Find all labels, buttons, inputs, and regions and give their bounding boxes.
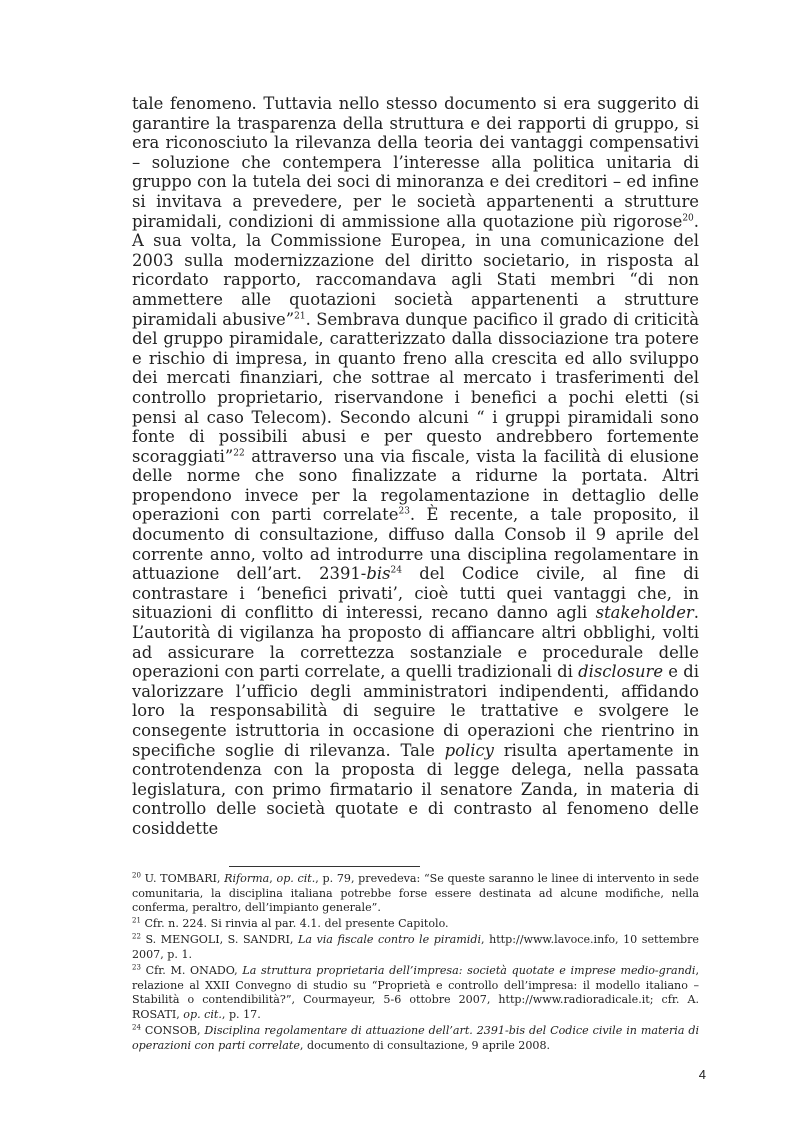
footnote-text: S. MENGOLI, S. SANDRI, bbox=[140, 933, 298, 947]
footnote-text: , http://www.lavoce.info, 10 settembre 2007, p. 1. bbox=[132, 933, 699, 961]
footnote-text: , p. 79, prevedeva: “Se queste saranno le linee di intervento in sede comunitaria, la disciplina italiana potrebbe forse essere destinata ad alcune modifiche, nella conferma, peraltro, dell’impianto generale”. bbox=[132, 872, 699, 915]
footnote-20 bbox=[132, 872, 699, 916]
italic-term: disclosure bbox=[578, 662, 664, 682]
footnote-text: U. TOMBARI, bbox=[140, 872, 225, 885]
footnote-separator bbox=[229, 866, 420, 867]
italic-term: policy bbox=[444, 740, 494, 760]
footnote-text: Cfr. n. 224. Si rinvia al par. 4.1. del presente Capitolo. bbox=[140, 917, 449, 931]
footnote-ref-21[interactable]: 21 bbox=[294, 311, 306, 322]
body-text: tale fenomeno. Tuttavia nello stesso documento si era suggerito di garantire la trasparenza della struttura e dei rapporti di gruppo, si era riconosciuto la rilevanza della teoria dei vantaggi compensativi – soluzione che contempera l’interesse alla politica unitaria di gruppo con la tutela dei soci di minoranza e dei creditori – ed infine si invitava a prevedere, per le società appartenenti a strutture piramidali, condizioni di ammissione alla quotazione più rigorose bbox=[132, 94, 699, 231]
footnote-text: , p. 17. bbox=[221, 1007, 261, 1021]
footnote-ref-22[interactable]: 22 bbox=[233, 448, 245, 459]
footnote-ref-24[interactable]: 24 bbox=[390, 565, 402, 576]
footnote-23 bbox=[132, 964, 699, 1022]
footnote-italic: op. cit. bbox=[276, 872, 316, 885]
body-text: risulta apertamente in controtendenza con la proposta di legge delega, nella passata legislatura, con primo firmatario il senatore Zanda, in materia di controllo delle società quotate e di contrasto al fenomeno delle cosiddette bbox=[132, 740, 699, 838]
body-paragraph bbox=[132, 94, 699, 839]
footnote-22 bbox=[132, 933, 699, 962]
footnote-italic: Riforma bbox=[224, 872, 270, 885]
footnote-italic: op. cit. bbox=[183, 1007, 222, 1021]
body-text: del Codice civile, al fine di contrastare i ‘benefici privati’, cioè tutti quei vantaggi che, in situazioni di conflitto di interessi, recano danno agli bbox=[132, 564, 699, 623]
footnote-number: 21 bbox=[132, 916, 141, 925]
main-text bbox=[132, 94, 699, 839]
footnote-24 bbox=[132, 1024, 699, 1053]
footnote-text: , relazione al XXII Convegno di studio su “Proprietà e controllo dell’impresa: il modello italiano – Stabilità o contendibilità?”, Courmayeur, 5-6 ottobre 2007, http://www.radioradicale.it; cfr. A. ROSATI, bbox=[132, 964, 699, 1021]
italic-term: bis bbox=[366, 564, 391, 584]
footnote-text: CONSOB, bbox=[140, 1023, 205, 1037]
footnote-italic: La via fiscale contro le piramidi bbox=[297, 933, 481, 947]
footnotes bbox=[132, 872, 699, 1055]
footnote-number: 22 bbox=[132, 932, 141, 941]
footnote-number: 20 bbox=[132, 871, 141, 880]
page-number: 4 bbox=[698, 1067, 706, 1082]
footnote-ref-23[interactable]: 23 bbox=[398, 507, 410, 517]
footnote-number: 24 bbox=[132, 1023, 141, 1032]
footnote-italic: La struttura proprietaria dell’impresa: società quotate e imprese medio-grandi bbox=[242, 964, 696, 978]
body-text: e di valorizzare l’ufficio degli amministratori indipendenti, affidando loro la responsabilità di seguire le trattative e svolgere le consegente istruttoria in occasione di operazioni che rientrino in specifiche soglie di rilevanza. Tale bbox=[132, 662, 699, 760]
body-text: attraverso una via fiscale, vista la facilità di elusione delle norme che sono finalizzate a ridurne la portata. Altri propendono invece per la regolamentazione in dettaglio delle operazioni con parti correlate bbox=[132, 446, 699, 525]
footnote-text: Cfr. M. ONADO, bbox=[140, 964, 243, 978]
italic-term: stakeholder bbox=[595, 603, 694, 623]
footnote-text: , documento di consultazione, 9 aprile 2008. bbox=[299, 1038, 551, 1052]
body-text: . L’autorità di vigilanza ha proposto di affiancare altri obblighi, volti ad assicurare la correttezza sostanziale e procedurale delle operazioni con parti correlate, a quelli tradizionali di bbox=[132, 603, 699, 682]
body-text: . Sembrava dunque pacifico il grado di criticità del gruppo piramidale, caratterizzato dalla dissociazione tra potere e rischio di impresa, in quanto freno alla crescita ed allo sviluppo dei mercati finanziari, che sottrae al mercato i trasferimenti del controllo proprietario, riservandone i benefici a pochi eletti (si pensi al caso Telecom). Secondo alcuni “ i gruppi piramidali sono fonte di possibili abusi e per questo andrebbero fortemente scoraggiati” bbox=[132, 309, 699, 466]
footnote-italic: Disciplina regolamentare di attuazione dell’art. 2391-bis del Codice civile in materia di operazioni con parti correlate bbox=[132, 1023, 700, 1052]
footnote-number: 23 bbox=[132, 963, 141, 972]
footnote-text: , bbox=[269, 872, 277, 885]
footnote-21 bbox=[132, 917, 699, 932]
body-text: . È recente, a tale proposito, il documento di consultazione, diffuso dalla Consob il 9 aprile del corrente anno, volto ad introdurre una disciplina regolamentare in attuazione dell’art. 2391- bbox=[132, 505, 699, 584]
footnote-ref-20[interactable]: 20 bbox=[682, 213, 694, 224]
body-text: . A sua volta, la Commissione Europea, in una comunicazione del 2003 sulla modernizzazione del diritto societario, in risposta al ricordato rapporto, raccomandava agli Stati membri “di non ammettere alle quotazioni società appartenenti a strutture piramidali abusive” bbox=[132, 211, 699, 329]
